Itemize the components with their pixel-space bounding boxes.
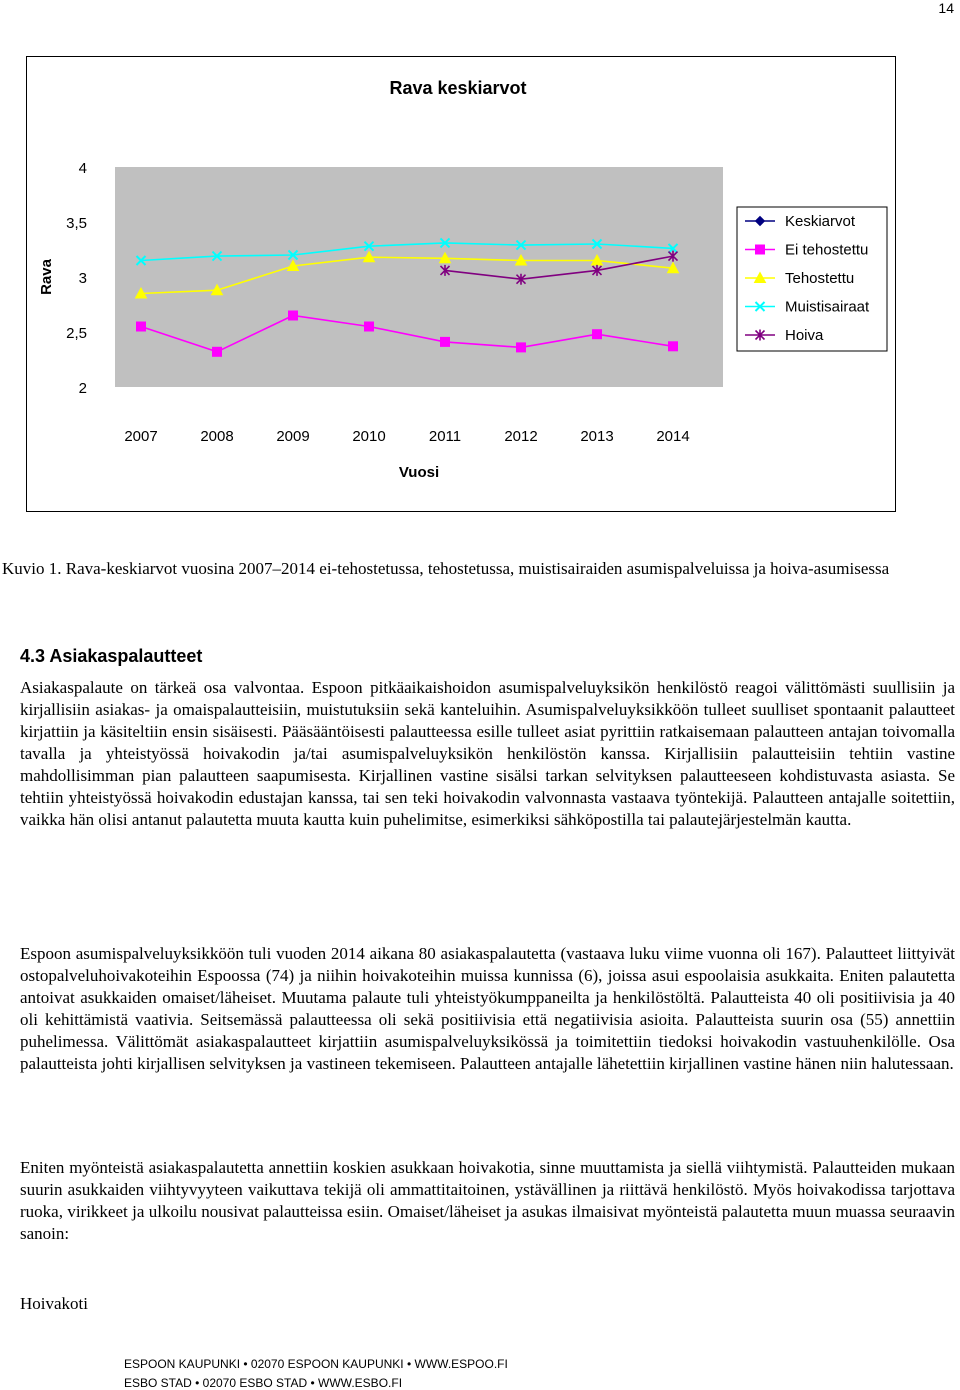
legend (737, 207, 887, 351)
x-axis-label: Vuosi (398, 464, 440, 481)
data-point (593, 330, 602, 339)
data-point (137, 322, 146, 331)
y-tick-label: 3,5 (66, 215, 87, 232)
chart-title: Rava keskiarvot (389, 78, 527, 98)
legend-label: Muistisairaat (785, 298, 870, 316)
x-tick-label: 2011 (428, 428, 462, 445)
x-tick-label: 2009 (276, 428, 310, 445)
legend-label: Keskiarvot (785, 213, 856, 230)
y-axis-ticks (66, 160, 87, 397)
y-axis-label: Rava (38, 259, 55, 295)
x-tick-label: 2013 (580, 428, 614, 445)
y-tick-label: 2 (78, 380, 87, 397)
rava-line-chart (27, 57, 895, 511)
legend-marker (756, 245, 765, 254)
x-tick-label: 2010 (352, 428, 386, 445)
y-tick-label: 2,5 (66, 325, 87, 342)
data-point (441, 337, 450, 346)
x-tick-label: 2014 (656, 428, 690, 445)
page-number: 14 (938, 0, 954, 16)
plot-area (115, 167, 723, 387)
data-point (669, 342, 678, 351)
x-tick-label: 2007 (124, 428, 158, 445)
legend-label: Ei tehostettu (785, 241, 869, 259)
paragraph-palautemaara: Espoon asumispalveluyksikköön tuli vuoden 2014 aikana 80 asiakaspalautetta (vastaava luku viime vuonna oli 167). Palautteet liittyivät ostopalveluhoivakoteihin Espoossa (74) ja niihin hoivakoteihin muissa kunnissa (6), joissa asui espoolaisia asukkaita. Eniten palautetta antoivat asukkaiden omaiset/läheiset. Muutama palaute tuli yhteistyökumppaneilta ja henkilöstöltä. Palautteista 40 oli positiivisia ja 40 oli kehittämistä vaativia. Seitsemässä palautteessa oli sekä positiivisia että negatiivisia asioita. Palautteista suurin osa (55) annettiin puhelimessa. Välittömät asiakaspalautteet kirjattiin asumispalveluyksikössä ja toimitettiin tiedoksi hoivakodin vastuuhenkilölle. Osa palautteista johti kirjallisen selvityksen ja vastineen tekemiseen. Palautteen antajalle lähetettiin kirjallinen vastine hänen niin halutessaan. (20, 944, 955, 1073)
x-axis-ticks (124, 428, 689, 445)
section-heading: 4.3 Asiakaspalautteet (20, 646, 203, 666)
y-tick-label: 4 (78, 160, 87, 177)
x-tick-label: 2008 (200, 428, 234, 445)
footer-line-fi: ESPOON KAUPUNKI • 02070 ESPOON KAUPUNKI • WWW.ESPOO.FI (124, 1357, 508, 1371)
paragraph-hoivakoti: Hoivakoti (20, 1294, 88, 1313)
legend-label: Tehostettu (785, 270, 855, 287)
paragraph-valvonta: Asiakaspalaute on tärkeä osa valvontaa. Espoon pitkäaikaishoidon asumispalveluyksikön henkilöstö reagoi välittömästi suullisiin ja kirjallisiin asiakas- ja omaispalautteisiin, muistutuksiin sekä kanteluihin. Asumispalveluyksikköön tulleet suulliset spontaanit palautteet kirjattiin ja käsiteltiin ensin sisäisesti. Pääsääntöisesti palautteessa esille tulleet asiat pyrittiin ratkaisemaan palautteen antajan toivomalla tavalla ja yhteistyössä hoivakodin ja/tai asumispalveluyksikön henkilöstön kanssa. Kirjallisiin palautteisiin tehtiin vastine mahdollisimman pian palautteen saapumisesta. Kirjallinen vastine sisälsi tarkan selvityksen palautteeseen kohdistuvasta asiasta. Se tehtiin yhteistyössä hoivakodin edustajan kanssa, tai sen teki hoivakodin valvonnasta vastaava työntekijä. Palautteen antajalle soitettiin, vaikka hän olisi antanut palautetta muuta kautta kuin puhelimitse, esimerkiksi sähköpostilla tai palautejärjestelmän kautta. (20, 678, 955, 829)
chart-container (26, 56, 896, 512)
data-point (289, 311, 298, 320)
data-point (213, 347, 222, 356)
footer-line-sv: ESBO STAD • 02070 ESBO STAD • WWW.ESBO.FI (124, 1376, 403, 1390)
x-tick-label: 2012 (504, 428, 538, 445)
figure-caption: Kuvio 1. Rava-keskiarvot vuosina 2007–2014 ei-tehostetussa, tehostetussa, muistisairaiden asumispalveluissa ja hoiva-asumisessa (2, 559, 890, 578)
data-point (517, 343, 526, 352)
data-point (365, 322, 374, 331)
y-tick-label: 3 (78, 270, 87, 287)
legend-label: Hoiva (785, 327, 824, 344)
paragraph-myonteinen: Eniten myönteistä asiakaspalautetta annettiin koskien asukkaan hoivakotia, sinne muuttamista ja siellä viihtymistä. Palautteiden mukaan suurin asukkaiden viihtyvyyteen vaikuttava tekijä oli ammattitaitoinen, ystävällinen ja riittävä henkilöstö. Myös hoivakodissa tarjottava ruoka, virikkeet ja ulkoilu nousivat palautteissa esiin. Omaiset/läheiset ja asukas ilmaisivat myönteistä palautetta muun muassa seuraavin sanoin: (20, 1158, 955, 1243)
